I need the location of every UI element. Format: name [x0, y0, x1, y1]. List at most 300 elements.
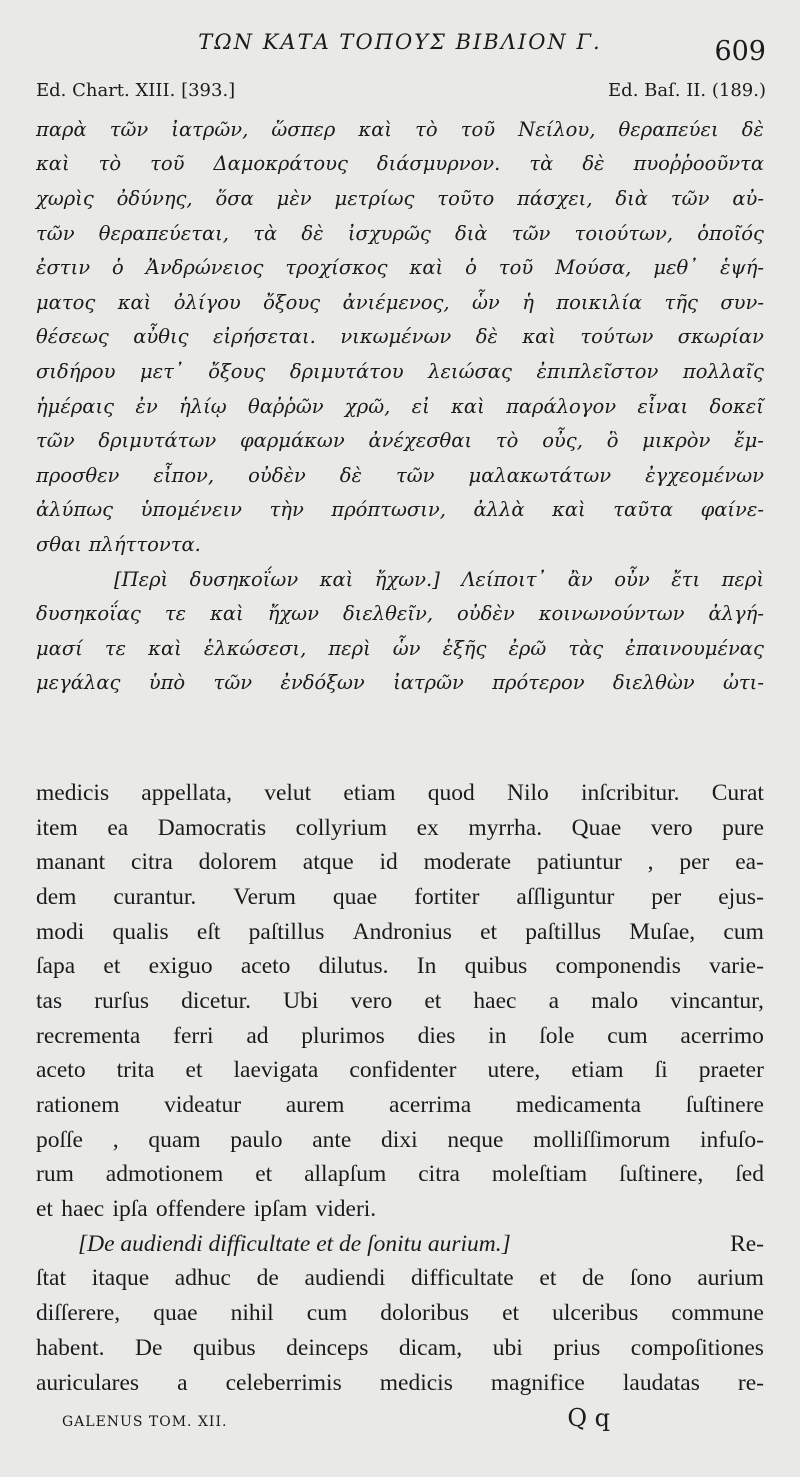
word: προσθεν	[36, 463, 120, 487]
word: τῶν	[36, 429, 75, 453]
word: deinceps	[286, 1334, 369, 1361]
word: ἐρῶ	[508, 636, 547, 660]
word: citra	[418, 1161, 460, 1188]
text-line	[36, 493, 764, 528]
word: τῶν	[109, 117, 149, 141]
word: ὀλίγου	[173, 290, 241, 314]
word: μεγάλας	[36, 671, 121, 695]
word: medicis	[379, 1369, 453, 1396]
word: Nilo	[507, 779, 549, 806]
word: δριμυτάτων	[98, 429, 217, 453]
word: et	[36, 1196, 53, 1223]
word: ejus-	[718, 883, 764, 910]
word: nihil	[230, 1300, 274, 1327]
word: haec	[61, 1196, 105, 1223]
text-line	[36, 250, 764, 285]
word: eſt	[196, 918, 221, 945]
word: ὑπὸ	[148, 671, 186, 695]
word: per	[651, 883, 682, 910]
text-line	[36, 984, 764, 1019]
word: οὖς,	[542, 429, 583, 453]
word: acerrimo	[680, 1022, 764, 1049]
word: ἑψή-	[719, 256, 764, 280]
word: Μούσα,	[555, 256, 632, 280]
word: in	[488, 1022, 507, 1049]
word: atque	[302, 849, 354, 876]
word: καὶ	[148, 636, 182, 660]
word: aceto	[240, 953, 291, 980]
word: doloribus	[380, 1300, 470, 1327]
word: σιδήρου	[36, 359, 116, 383]
word: cum	[607, 1022, 648, 1049]
word: videri.	[315, 1196, 377, 1223]
word: μετ᾽	[140, 359, 184, 383]
word: ὑπομένειν	[140, 498, 242, 522]
word: οὐδὲν	[248, 463, 306, 487]
word: ἐστιν	[36, 256, 91, 280]
word: ἔμ-	[734, 429, 764, 453]
word: moderate	[423, 849, 512, 876]
word: εἶναι	[637, 394, 689, 418]
word: Ubi	[283, 987, 319, 1014]
word: ὅσα	[215, 186, 254, 210]
word: ὁ	[112, 256, 124, 280]
word: σθαι	[36, 532, 82, 556]
word: θαῤῥῶν	[247, 394, 324, 418]
word: laudatas	[622, 1369, 700, 1396]
word: αὐ-	[732, 186, 764, 210]
word: paſtillus	[248, 918, 325, 945]
word: ὃ	[606, 429, 619, 453]
word: ἐγχεομένων	[645, 463, 764, 487]
word: τὸ	[98, 152, 122, 176]
word: μασί	[36, 636, 83, 660]
word: μαλακωτάτων	[468, 463, 612, 487]
word: αὖθις	[133, 325, 189, 349]
word: διὰ	[455, 221, 488, 245]
word: celeberrimis	[225, 1369, 342, 1396]
word: παρὰ	[36, 117, 87, 141]
word: varie-	[709, 953, 764, 980]
edition-line	[36, 80, 766, 101]
word: τοιούτων,	[574, 221, 674, 245]
word: rum	[36, 1161, 74, 1188]
word: de	[256, 1265, 279, 1292]
text-line	[36, 112, 764, 147]
word: et	[103, 953, 121, 980]
word: Andronius	[352, 918, 452, 945]
word: ὁποῖός	[697, 221, 764, 245]
word: ante	[312, 1126, 352, 1153]
word: malo	[591, 987, 639, 1014]
word: appellata,	[141, 779, 232, 806]
word: πάσχει,	[517, 186, 593, 210]
word: ἡμέραις	[36, 394, 115, 418]
word: ἡ	[522, 290, 534, 314]
word: Re-	[730, 1230, 764, 1257]
text-line	[36, 1123, 764, 1158]
word: citra	[131, 849, 173, 876]
word: ex	[416, 814, 439, 841]
word: τὸ	[495, 429, 519, 453]
word: De	[135, 1334, 163, 1361]
word: diſſerere,	[36, 1300, 121, 1327]
word: quod	[427, 779, 475, 806]
word: τῶν	[670, 186, 710, 210]
word: διελθὼν	[612, 671, 695, 695]
word: tas	[36, 987, 63, 1014]
word: ἐπαινουμένας	[625, 636, 764, 660]
word: velut	[264, 779, 312, 806]
word: δὲ	[339, 463, 362, 487]
word: τὰ	[529, 152, 554, 176]
word: Λείποιτ᾽	[461, 567, 547, 591]
word: compoſitiones	[630, 1334, 764, 1361]
word: dies	[417, 1022, 456, 1049]
word: dilutus.	[318, 953, 389, 980]
word: σκωρίαν	[677, 325, 764, 349]
word: κοινωνούντων	[538, 602, 685, 626]
word: μετρίως	[334, 186, 415, 210]
word: ea-	[735, 849, 764, 876]
word: καὶ	[210, 602, 244, 626]
word: ποικιλία	[556, 290, 643, 314]
word: ſuſtinere,	[619, 1161, 704, 1188]
text-line	[36, 949, 764, 984]
word: Ἀνδρώνειος	[145, 256, 264, 280]
word: molliſſimorum	[533, 1126, 671, 1153]
word: τῶν	[511, 221, 551, 245]
word: ὄξους	[208, 359, 266, 383]
word: ea	[107, 814, 129, 841]
word: difficultate	[411, 1265, 514, 1292]
word: δὲ	[741, 117, 764, 141]
word: μεθ᾽	[653, 256, 698, 280]
word: rurſus	[94, 987, 150, 1014]
word: etiam	[571, 1057, 624, 1084]
word: adhuc	[174, 1265, 231, 1292]
text-line	[36, 1019, 764, 1054]
word: habent.	[36, 1334, 105, 1361]
word: trita	[116, 1057, 155, 1084]
word: medicis	[36, 779, 110, 806]
text-line	[36, 596, 764, 631]
greek-text-block	[36, 112, 764, 700]
word: modi	[36, 918, 85, 945]
running-head: ΤΩΝ ΚΑΤΑ ΤΟΠΟΥΣ ΒΙΒΛΙΟΝ Γ.	[198, 30, 602, 54]
word: ulceribus	[552, 1300, 639, 1327]
text-line	[36, 147, 764, 182]
word: commune	[671, 1300, 764, 1327]
word: qualis	[112, 918, 169, 945]
text-line	[36, 1331, 764, 1366]
word: ſi	[654, 1057, 668, 1084]
word: plurimos	[301, 1022, 385, 1049]
word: τε	[104, 636, 127, 660]
word: τροχίσκος	[285, 256, 388, 280]
word: ὠτι-	[722, 671, 764, 695]
word: utere,	[487, 1057, 541, 1084]
word: et	[539, 1265, 557, 1292]
word: τὸ	[415, 117, 438, 141]
word: καὶ	[319, 567, 354, 591]
word: καὶ	[451, 394, 485, 418]
text-line	[36, 181, 764, 216]
word: inſcribitur.	[580, 779, 680, 806]
word: ὧν	[392, 636, 421, 660]
word: dolorem	[198, 849, 277, 876]
page-number: 609	[714, 36, 766, 67]
word: ſtat	[36, 1265, 67, 1292]
word: et	[255, 1161, 273, 1188]
word: [Περὶ	[114, 567, 169, 591]
word: καὶ	[358, 117, 393, 141]
word: διελθεῖν,	[342, 602, 434, 626]
word: εἰ	[411, 394, 430, 418]
word: paſtillus	[525, 918, 602, 945]
text-line	[36, 1088, 764, 1123]
word: τὴν	[269, 498, 304, 522]
word: ἰσχυρῶς	[347, 221, 431, 245]
word: ipſam	[253, 1196, 308, 1223]
text-line	[36, 285, 764, 320]
word: ὀδύνης,	[116, 186, 193, 210]
word: componendis	[555, 953, 681, 980]
word: ſed	[735, 1161, 764, 1188]
word: a	[177, 1369, 188, 1396]
word: laevigata	[233, 1057, 319, 1084]
edition-basel: Ed. Baſ. II. (189.)	[608, 80, 766, 101]
word: item	[36, 814, 78, 841]
word: quibus	[192, 1334, 256, 1361]
word: δὲ	[582, 152, 605, 176]
word: ipſa	[112, 1196, 148, 1223]
word: πρόπτωσιν,	[331, 498, 446, 522]
word: ubi	[492, 1334, 523, 1361]
word: δὲ	[475, 325, 498, 349]
edition-chartier: Ed. Chart. XIII. [393.]	[36, 80, 236, 101]
word: ἔτι	[671, 567, 701, 591]
word: δριμυτάτου	[289, 359, 404, 383]
word: ſono	[629, 1265, 672, 1292]
word: dixi	[381, 1126, 418, 1153]
word: ad	[246, 1022, 269, 1049]
text-line	[36, 666, 764, 701]
word: διάσμυρνον.	[376, 152, 501, 176]
word: ἰατρῶν	[393, 671, 464, 695]
word: pure	[722, 814, 764, 841]
word: μὲν	[276, 186, 312, 210]
word: allapſum	[304, 1161, 387, 1188]
word: καὶ	[117, 290, 152, 314]
page-footer	[62, 1404, 610, 1432]
word: δυσηκοΐας	[36, 602, 141, 626]
word: poſſe	[36, 1126, 83, 1153]
word: ἂν	[567, 567, 593, 591]
word: Verum	[233, 883, 296, 910]
word: ſapa	[36, 953, 76, 980]
text-line	[36, 354, 764, 389]
word: infuſo-	[699, 1126, 764, 1153]
word: ταῦτα	[613, 498, 674, 522]
word: quibus	[464, 953, 528, 980]
word: τῶν	[395, 463, 435, 487]
sheet-mark: Q q	[567, 1404, 610, 1432]
word: τὰ	[253, 221, 278, 245]
word: paulo	[230, 1126, 283, 1153]
word: Quae	[571, 814, 622, 841]
word: ἑξῆς	[442, 636, 487, 660]
word: Damocratis	[157, 814, 267, 841]
word: διὰ	[615, 186, 648, 210]
word: itaque	[91, 1265, 150, 1292]
text-line	[36, 216, 764, 251]
word: συν-	[720, 290, 764, 314]
word: ματος	[36, 290, 96, 314]
word: fortiter	[414, 883, 480, 910]
word: τοῦ	[150, 152, 185, 176]
word: πλήττοντα.	[88, 532, 201, 556]
word: περὶ	[328, 636, 371, 660]
word: et	[424, 987, 442, 1014]
word: haec	[473, 987, 517, 1014]
text-line	[36, 423, 764, 458]
word: θέσεως	[36, 325, 109, 349]
word: cum	[723, 918, 764, 945]
word: λειώσας	[428, 359, 512, 383]
word: ἡλίῳ	[179, 394, 227, 418]
word: ἑλκώσεσι,	[203, 636, 307, 660]
word: νικωμένων	[340, 325, 452, 349]
text-line	[36, 1296, 764, 1331]
word: παράλογον	[506, 394, 617, 418]
word: δυσηκοΐων	[189, 567, 299, 591]
text-line	[36, 527, 764, 562]
word: aurium	[697, 1265, 764, 1292]
word: de	[582, 1265, 605, 1292]
text-line	[36, 811, 764, 846]
word: τῶν	[213, 671, 253, 695]
word: auriculares	[36, 1369, 140, 1396]
word: ferri	[173, 1022, 214, 1049]
text-line	[36, 1158, 764, 1193]
word: re-	[737, 1369, 764, 1396]
word: οὐδὲν	[457, 602, 515, 626]
word: τε	[164, 602, 187, 626]
word: prius	[553, 1334, 601, 1361]
word: καὶ	[552, 498, 586, 522]
word: φαρμάκων	[240, 429, 345, 453]
word: aurem	[285, 1092, 345, 1119]
text-line	[36, 631, 764, 666]
text-line	[36, 458, 764, 493]
word: περὶ	[721, 567, 764, 591]
word: ἐπιπλεῖστον	[536, 359, 659, 383]
text-line	[36, 320, 764, 355]
text-line	[36, 915, 764, 950]
word: et	[502, 1300, 520, 1327]
word: audiendi	[304, 1265, 386, 1292]
text-line	[36, 1192, 764, 1227]
word: ἐνδόξων	[280, 671, 365, 695]
word: id	[379, 849, 398, 876]
word: praeter	[698, 1057, 764, 1084]
word: εἰρήσεται.	[213, 325, 316, 349]
word: ὁ	[465, 256, 477, 280]
word: Curat	[711, 779, 764, 806]
word: aſſliguntur	[516, 883, 615, 910]
word: myrrha.	[468, 814, 543, 841]
word: et	[185, 1057, 203, 1084]
signature-line: GALENUS TOM. XII.	[62, 1414, 228, 1430]
text-line	[36, 1262, 764, 1297]
text-line	[36, 1227, 764, 1262]
word: Muſae,	[629, 918, 696, 945]
word: admotionem	[105, 1161, 224, 1188]
word: acerrima	[389, 1092, 472, 1119]
word: Νείλου,	[518, 117, 596, 141]
word: aceto	[36, 1057, 86, 1084]
word: τοῦ	[498, 256, 534, 280]
word: collyrium	[295, 814, 388, 841]
word: θεραπεύει	[618, 117, 719, 141]
word: [De audiendi difficultate et de ſonitu aurium.]	[78, 1230, 511, 1257]
word: ἀλύπως	[36, 498, 114, 522]
word: ὄξους	[263, 290, 321, 314]
word: manant	[36, 849, 106, 876]
word: ἀνιέμενος,	[342, 290, 450, 314]
word: ἰατρῶν,	[171, 117, 249, 141]
word: quae	[332, 883, 378, 910]
word: In	[416, 953, 437, 980]
word: vero	[650, 814, 693, 841]
word: neque	[447, 1126, 504, 1153]
word: ſuſtinere	[685, 1092, 764, 1119]
word: τὰς	[568, 636, 604, 660]
word: vincantur,	[670, 987, 764, 1014]
word: offendere	[155, 1196, 246, 1223]
text-line	[36, 389, 764, 424]
text-line	[36, 1054, 764, 1089]
word: Δαμοκράτους	[213, 152, 348, 176]
text-line	[36, 776, 764, 811]
word: τοῦτο	[437, 186, 495, 210]
word: quae	[153, 1300, 198, 1327]
word: patiuntur	[536, 849, 622, 876]
word: confidenter	[349, 1057, 457, 1084]
word: ἀνέχεσθαι	[368, 429, 473, 453]
word: magnifice	[490, 1369, 585, 1396]
word: dem	[36, 883, 77, 910]
text-line	[36, 562, 764, 597]
word: τοῦ	[460, 117, 496, 141]
word: moleſtiam	[491, 1161, 588, 1188]
word: ἐν	[135, 394, 158, 418]
word: ,	[112, 1126, 119, 1153]
word: καὶ	[409, 256, 444, 280]
word: ἤχων	[267, 602, 319, 626]
text-line	[36, 880, 764, 915]
word: ἀλλὰ	[473, 498, 525, 522]
word: etiam	[343, 779, 396, 806]
word: ἤχων.]	[374, 567, 440, 591]
word: τῆς	[664, 290, 698, 314]
latin-text-block	[36, 776, 764, 1400]
word: rationem	[36, 1092, 120, 1119]
word: dicetur.	[181, 987, 251, 1014]
word: ſole	[539, 1022, 575, 1049]
word: πρότερον	[492, 671, 585, 695]
